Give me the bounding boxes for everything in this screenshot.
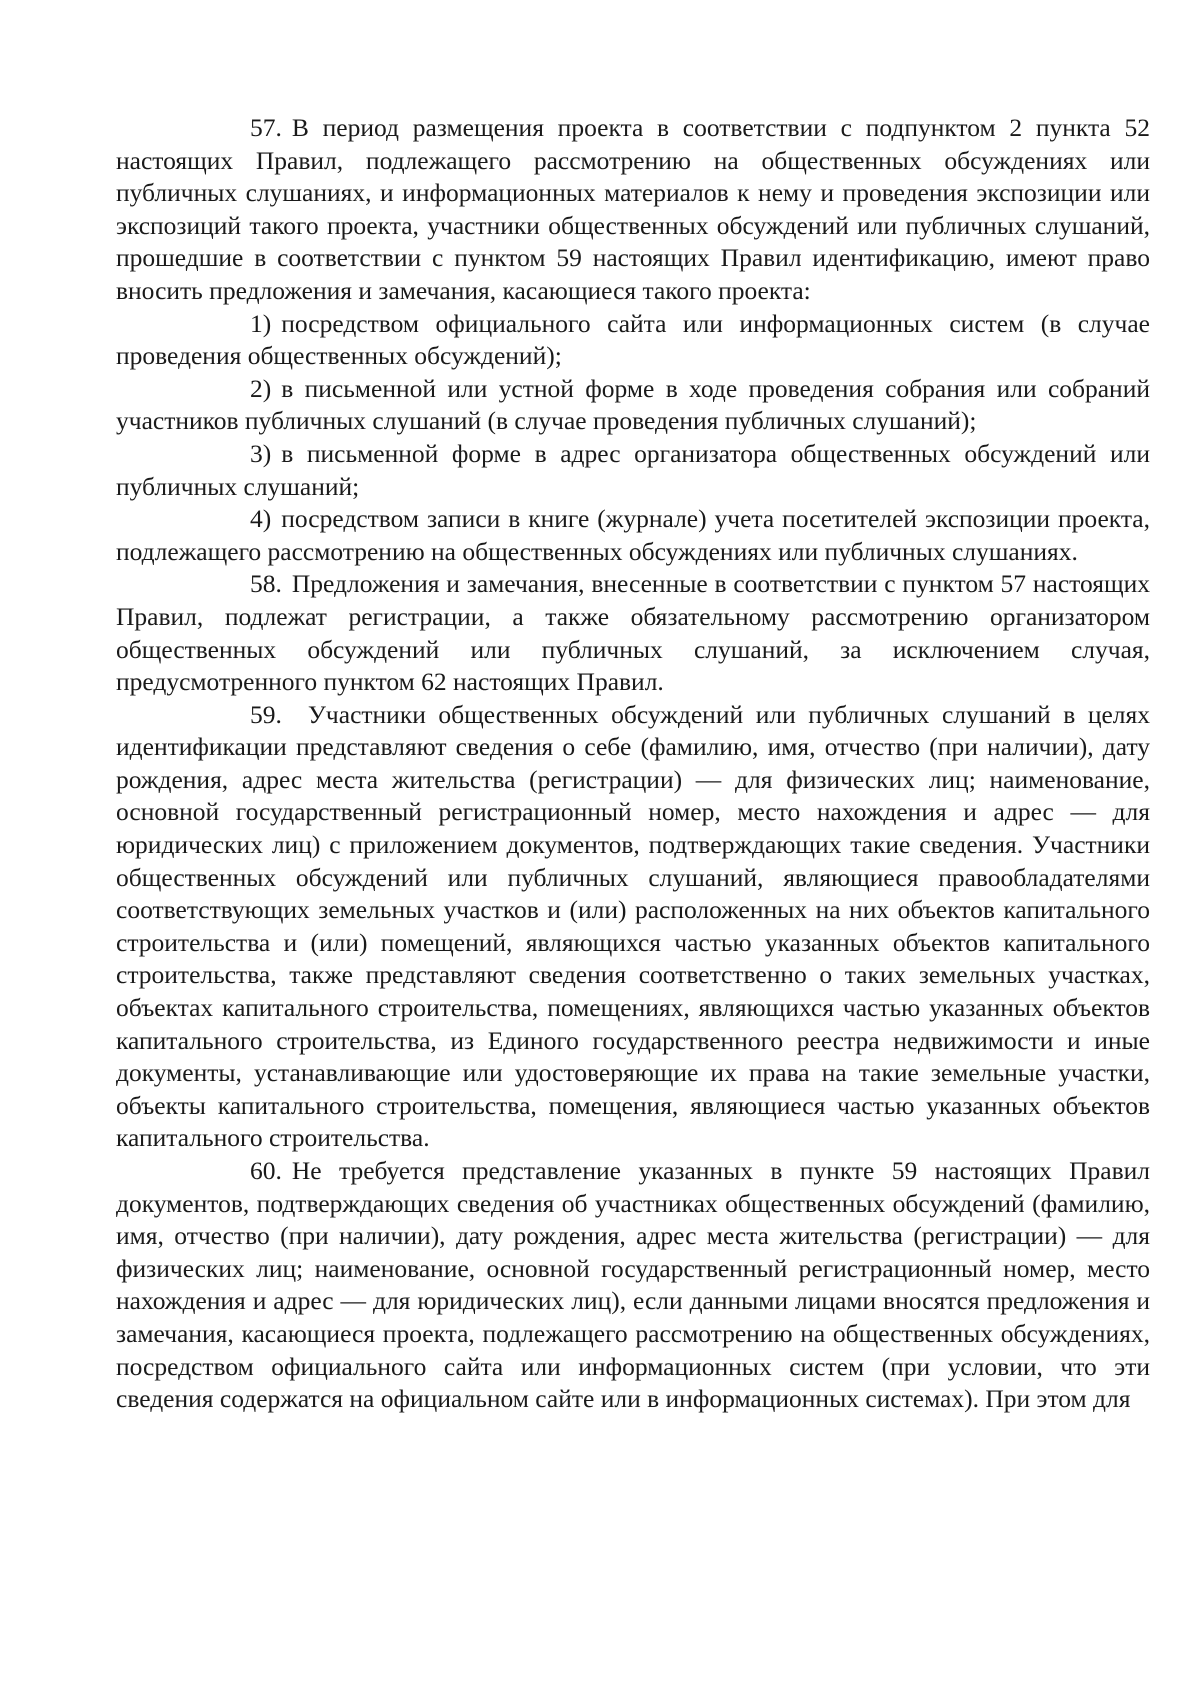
paragraph-57 bbox=[116, 112, 1150, 308]
list-item-4 bbox=[116, 503, 1150, 568]
list-item-text: посредством официального сайта или информационных систем (в случае проведения общественных обсуждений); bbox=[116, 308, 1150, 371]
list-item-2 bbox=[116, 373, 1150, 438]
paragraph-text: В период размещения проекта в соответствии с подпунктом 2 пункта 52 настоящих Правил, подлежащего рассмотрению на общественных обсуждениях или публичных слушаниях, и информационных материалов к нему и проведения экспозиции или экспозиций такого проекта, участники общественных обсуждений или публичных слушаний, прошедшие в соответствии с пунктом 59 настоящих Правил идентификацию, имеют право вносить предложения и замечания, касающиеся такого проекта: bbox=[116, 113, 1150, 305]
paragraph-text: Участники общественных обсуждений или публичных слушаний в целях идентификации представляют сведения о себе (фамилию, имя, отчество (при наличии), дату рождения, адрес места жительства (регистрации) — для физических лиц; наименование, основной государственный регистрационный номер, место нахождения и адрес — для юридических лиц) с приложением документов, подтверждающих такие сведения. Участники общественных обсуждений или публичных слушаний, являющиеся правообладателями соответствующих земельных участков и (или) расположенных на них объектов капитального строительства и (или) помещений, являющихся частью указанных объектов капитального строительства, также представляют сведения соответственно о таких земельных участках, объектах капитального строительства, помещениях, являющихся частью указанных объектов капитального строительства, из Единого государственного реестра недвижимости и иные документы, устанавливающие или удостоверяющие их права на такие земельные участки, объекты капитального строительства, помещения, являющиеся частью указанных объектов капитального строительства. bbox=[116, 699, 1150, 1153]
list-item-text: в письменной или устной форме в ходе проведения собрания или собраний участников публичных слушаний (в случае проведения публичных слушаний); bbox=[116, 373, 1150, 436]
list-item-text: посредством записи в книге (журнале) учета посетителей экспозиции проекта, подлежащего рассмотрению на общественных обсуждениях или публичных слушаниях. bbox=[116, 504, 1150, 566]
list-item-number: 2) bbox=[250, 373, 272, 403]
list-item-number: 4) bbox=[250, 504, 272, 534]
paragraph-58 bbox=[116, 568, 1150, 698]
paragraph-number: 58. bbox=[250, 569, 282, 599]
paragraph-59 bbox=[116, 699, 1150, 1155]
paragraph-text: Предложения и замечания, внесенные в соответствии с пунктом 57 настоящих Правил, подлежат регистрации, а также обязательному рассмотрению организатором общественных обсуждений или публичных слушаний, за исключением случая, предусмотренного пунктом 62 настоящих Правил. bbox=[116, 569, 1150, 697]
paragraph-number: 60. bbox=[250, 1156, 282, 1185]
document-page bbox=[116, 112, 1150, 1416]
list-item-text: в письменной форме в адрес организатора общественных обсуждений или публичных слушаний; bbox=[116, 438, 1150, 501]
list-item-number: 3) bbox=[250, 438, 272, 468]
list-item-3 bbox=[116, 438, 1150, 503]
paragraph-number: 59. bbox=[250, 699, 282, 729]
list-item-number: 1) bbox=[250, 308, 272, 338]
paragraph-60 bbox=[116, 1155, 1150, 1416]
paragraph-text: Не требуется представление указанных в пункте 59 настоящих Правил документов, подтверждающих сведения об участниках общественных обсуждений (фамилию, имя, отчество (при наличии), дату рождения, адрес места жительства (регистрации) — для физических лиц; наименование, основной государственный регистрационный номер, место нахождения и адрес — для юридических лиц), если данными лицами вносятся предложения и замечания, касающиеся проекта, подлежащего рассмотрению на общественных обсуждениях, посредством официального сайта или информационных систем (при условии, что эти сведения содержатся на официальном сайте или в информационных системах). При этом для bbox=[116, 1156, 1150, 1414]
paragraph-number: 57. bbox=[250, 113, 282, 142]
list-item-1 bbox=[116, 308, 1150, 373]
